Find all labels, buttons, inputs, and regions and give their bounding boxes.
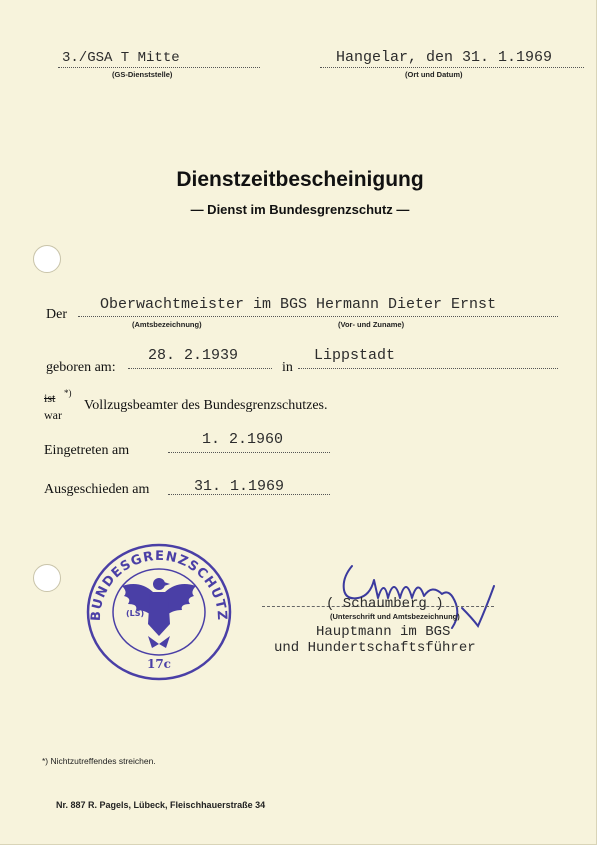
punch-hole-top — [33, 245, 61, 273]
ist-label-struck: ist — [44, 391, 56, 405]
entered-label: Eingetreten am — [44, 443, 130, 458]
official-stamp — [84, 540, 234, 682]
printer-footer: Nr. 887 R. Pagels, Lübeck, Fleischhauerstraße 34 — [56, 800, 266, 810]
footnote-mark: *) — [64, 388, 72, 398]
name-caption: (Vor- und Zuname) — [338, 320, 405, 329]
birthplace-line — [298, 368, 558, 369]
signature-caption: (Unterschrift und Amtsbezeichnung) — [330, 612, 460, 621]
place-date-value: Hangelar, den 31. 1.1969 — [336, 49, 553, 66]
name-line — [78, 316, 558, 317]
status-text: Vollzugsbeamter des Bundesgrenzschutzes. — [84, 398, 328, 413]
stamp-ls-text: (LS) — [126, 609, 145, 618]
name-value: Oberwachtmeister im BGS Hermann Dieter Ernst — [100, 296, 497, 313]
born-line — [128, 368, 272, 369]
signatory-title-line2: und Hundertschaftsführer — [274, 640, 476, 656]
stamp-ring-text: BUNDESGRENZSCHUTZ — [88, 548, 230, 622]
in-label: in — [282, 360, 293, 375]
born-value: 28. 2.1939 — [148, 347, 239, 364]
document-subtitle: — Dienst im Bundesgrenzschutz — — [190, 202, 410, 217]
signature-name: ( Schaumberg ) — [326, 596, 444, 612]
war-label: war — [44, 408, 62, 422]
left-value: 31. 1.1969 — [194, 478, 285, 495]
rank-caption: (Amtsbezeichnung) — [132, 320, 202, 329]
born-label: geboren am: — [46, 360, 116, 375]
footnote-text: *) Nichtzutreffendes streichen. — [42, 756, 156, 766]
place-date-caption: (Ort und Datum) — [405, 70, 463, 79]
left-label: Ausgeschieden am — [44, 482, 150, 497]
place-date-line — [320, 67, 584, 68]
signatory-title-line1: Hauptmann im BGS — [316, 624, 451, 640]
office-value: 3./GSA T Mitte — [62, 50, 180, 66]
birthplace-value: Lippstadt — [314, 347, 396, 364]
left-line — [168, 494, 330, 495]
document-title: Dienstzeitbescheinigung — [176, 168, 424, 191]
der-label: Der — [46, 307, 67, 322]
office-caption: (GS-Dienststelle) — [112, 70, 173, 79]
entered-value: 1. 2.1960 — [202, 431, 284, 448]
office-line — [58, 67, 260, 68]
stamp-number-text: 17c — [146, 657, 172, 671]
entered-line — [168, 452, 330, 453]
punch-hole-bottom — [33, 564, 61, 592]
